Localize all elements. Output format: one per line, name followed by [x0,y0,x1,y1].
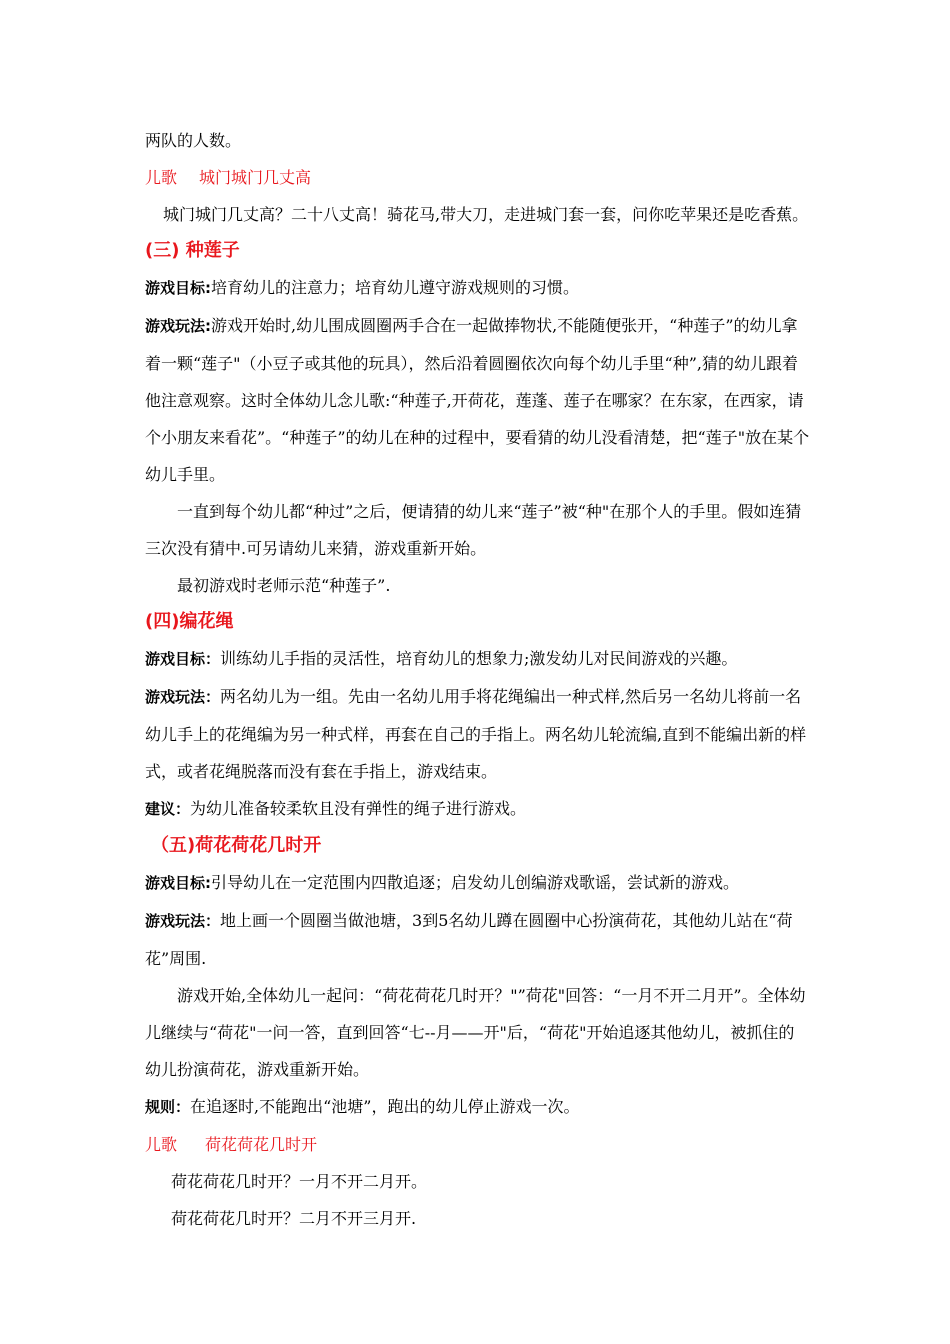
song-line: 荷花荷花几时开？一月不开二月开。 [171,1172,428,1191]
game-play [145,902,810,977]
section-heading-5: （五)荷花荷花几时开 [151,835,322,856]
game-advice [145,790,810,828]
rule-label: 规则： [145,1098,191,1116]
game-play [145,307,810,493]
goal-text: 训练幼儿手指的灵活性，培育幼儿的想象力;激发幼儿对民间游戏的兴趣。 [220,649,738,668]
game-play [145,678,810,790]
game-goal [145,864,810,902]
paragraph: 游戏开始,全体幼儿一起问：“荷花荷花几时开？"”荷花"回答：“一月不开二月开”。全体幼儿继续与“荷花"一问一答，直到回答“七--月——开"后，“荷花"开始追逐其他幼儿，被抓住的幼儿扮演荷花，游戏重新开始。 [145,986,806,1079]
song-title: 荷花荷花几时开 [205,1135,318,1154]
advice-text: 为幼儿准备较柔软且没有弹性的绳子进行游戏。 [190,799,527,818]
song-text: 城门城门几丈高？二十八丈高！骑花马,带大刀，走进城门套一套，问你吃苹果还是吃香蕉。 [163,205,809,224]
game-goal [145,269,810,307]
song-heading [145,1126,810,1163]
song-line: 荷花荷花几时开？二月不开三月开. [171,1209,417,1228]
play-label: 游戏玩法: [145,317,211,335]
game-rule [145,1088,810,1126]
advice-label: 建议： [145,800,191,818]
goal-label: 游戏目标: [145,279,211,297]
paragraph: 一直到每个幼儿都“种过”之后，便请猜的幼儿来“莲子”被“种"在那个人的手里。假如连猜三次没有猜中.可另请幼儿来猜，游戏重新开始。 [145,502,802,558]
document-page [145,122,810,1237]
play-label: 游戏玩法： [145,912,221,930]
goal-label: 游戏目标： [145,650,221,668]
song-title: 城门城门几丈高 [199,168,312,187]
goal-text: 培育幼儿的注意力；培育幼儿遵守游戏规则的习惯。 [211,278,580,297]
song-heading [145,159,810,196]
play-text: 两名幼儿为一组。先由一名幼儿用手将花绳编出一种式样,然后另一名幼儿将前一名幼儿手上的花绳编为另一种式样，再套在自己的手指上。两名幼儿轮流编,直到不能编出新的样式，或者花绳脱落而没有套在手指上，游戏结束。 [145,687,807,781]
goal-label: 游戏目标: [145,874,211,892]
section-heading-4: (四)编花绳 [145,611,234,632]
rule-text: 在追逐时,不能跑出“池塘”，跑出的幼儿停止游戏一次。 [190,1097,580,1116]
play-label: 游戏玩法： [145,688,221,706]
play-text: 游戏开始时,幼儿围成圆圈两手合在一起做捧物状,不能随便张开，“种莲子”的幼儿拿着一颗“莲子"（小豆子或其他的玩具），然后沿着圆圈依次向每个幼儿手里“种”,猜的幼儿跟着他注意观察。这时全体幼儿念儿歌:“种莲子,开荷花，莲蓬、莲子在哪家？在东家，在西家，请个小朋友来看花”。“种莲子”的幼儿在种的过程中，要看猜的幼儿没看清楚，把“莲子"放在某个幼儿手里。 [145,316,810,484]
game-goal [145,640,810,678]
section-heading-3: (三) 种莲子 [145,240,240,261]
goal-text: 引导幼儿在一定范围内四散追逐；启发幼儿创编游戏歌谣，尝试新的游戏。 [211,873,740,892]
play-text: 地上画一个圆圈当做池塘，3到5名幼儿蹲在圆圈中心扮演荷花，其他幼儿站在“荷花”周围. [145,911,793,968]
paragraph: 最初游戏时老师示范“种莲子”. [177,576,391,595]
song-label: 儿歌 [145,1135,178,1154]
text-line: 两队的人数。 [145,131,242,150]
song-label: 儿歌 [145,168,178,187]
